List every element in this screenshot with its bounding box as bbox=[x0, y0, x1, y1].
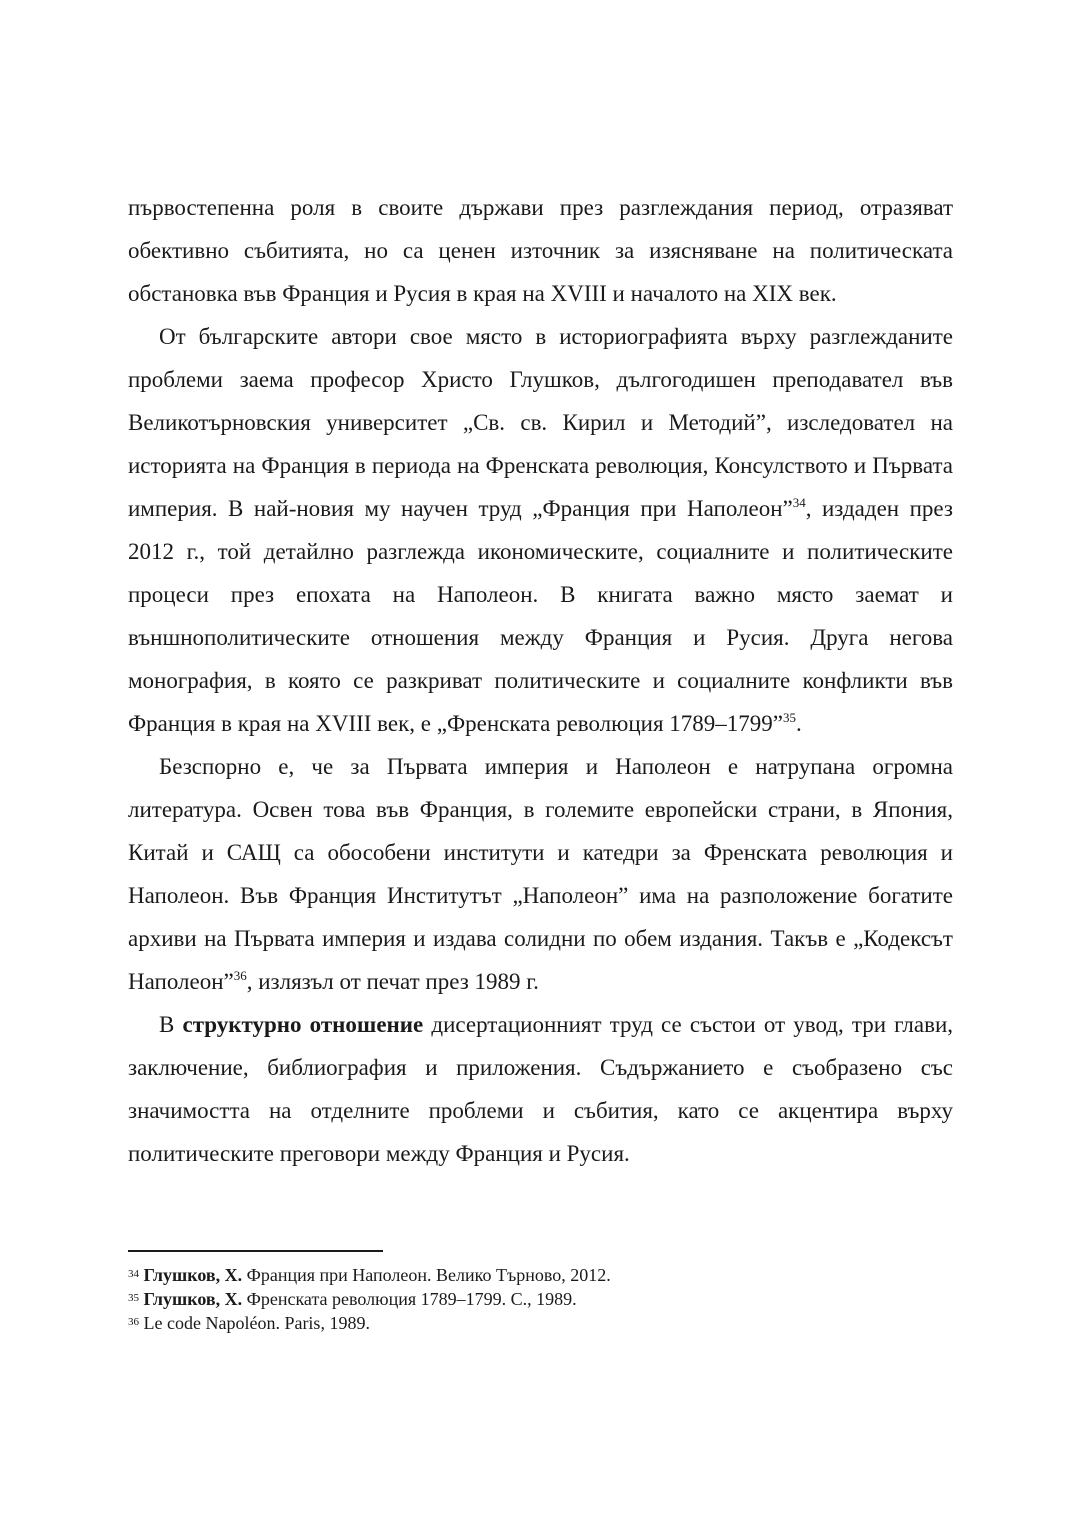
footnote-number: 35 bbox=[128, 1292, 139, 1304]
paragraph-4-text-a: В bbox=[159, 1012, 183, 1037]
paragraph-3 bbox=[128, 745, 953, 1003]
footnote-ref-34[interactable]: 34 bbox=[792, 495, 806, 510]
footnote-34 bbox=[128, 1263, 953, 1287]
footnote-number: 36 bbox=[128, 1316, 139, 1328]
body-text bbox=[128, 186, 953, 1175]
paragraph-2 bbox=[128, 315, 953, 745]
paragraph-4-bold-phrase: структурно отношение bbox=[182, 1012, 424, 1037]
footnote-ref-35[interactable]: 35 bbox=[783, 710, 796, 725]
paragraph-4-text-b: дисертационният труд се състои от увод, три глави, заключение, библиография и приложения. Съдържанието е съобразено със значимостта на отделните проблеми и събития, като се акцентира върху политическите преговори между Франция и Русия. bbox=[128, 1012, 954, 1166]
paragraph-3-text-b: , излязъл от печат през 1989 г. bbox=[246, 969, 539, 994]
paragraph-4 bbox=[128, 1003, 953, 1175]
paragraph-2-text-a: От българските автори свое място в историографията върху разглежданите проблеми заема професор Христо Глушков, дългогодишен преподавател във Великотърновския университет „Св. св. Кирил и Методий”, изследовател на историята на Франция в периода на Френската революция, Консулството и Първата империя. В най-новия му научен труд „Франция при Наполеон” bbox=[128, 324, 953, 521]
footnote-ref-36[interactable]: 36 bbox=[233, 968, 247, 983]
footnote-text: Франция при Наполеон. Велико Търново, 2012. bbox=[242, 1265, 611, 1285]
footnote-author: Глушков, Х. bbox=[143, 1265, 243, 1285]
paragraph-2-text-b: , издаден през 2012 г., той детайлно разглежда икономическите, социалните и политическите процеси през епохата на Наполеон. В книгата важно място заемат и външнополитическите отношения между Франция и Русия. Друга негова монография, в която се разкриват политическите и социалните конфликти във Франция в края на XVIII век, е „Френската революция 1789–1799” bbox=[128, 496, 953, 736]
footnote-36 bbox=[128, 1311, 953, 1335]
footnote-text: Френската революция 1789–1799. С., 1989. bbox=[242, 1289, 577, 1309]
footnote-35 bbox=[128, 1287, 953, 1311]
paragraph-1-text: първостепенна роля в своите държави през разглеждания период, отразяват обективно събитията, но са ценен източник за изясняване на политическата обстановка във Франция и Русия в края на XVIII и началото на XIX век. bbox=[128, 195, 953, 306]
footnotes bbox=[128, 1263, 953, 1335]
footnote-text: Le code Napoléon. Paris, 1989. bbox=[139, 1313, 370, 1333]
paragraph-3-text-a: Безспорно е, че за Първата империя и Наполеон е натрупана огромна литература. Освен това във Франция, в големите европейски страни, в Япония, Китай и САЩ са обособени институти и катедри за Френската революция и Наполеон. Във Франция Институтът „Наполеон” има на разположение богатите архиви на Първата империя и издава солидни по обем издания. Такъв е „Кодексът Наполеон” bbox=[128, 754, 953, 994]
paragraph-2-text-c: . bbox=[796, 711, 802, 736]
footnote-author: Глушков, Х. bbox=[143, 1289, 243, 1309]
footnote-number: 34 bbox=[128, 1268, 139, 1280]
paragraph-1 bbox=[128, 186, 953, 315]
footnote-separator bbox=[128, 1250, 383, 1252]
